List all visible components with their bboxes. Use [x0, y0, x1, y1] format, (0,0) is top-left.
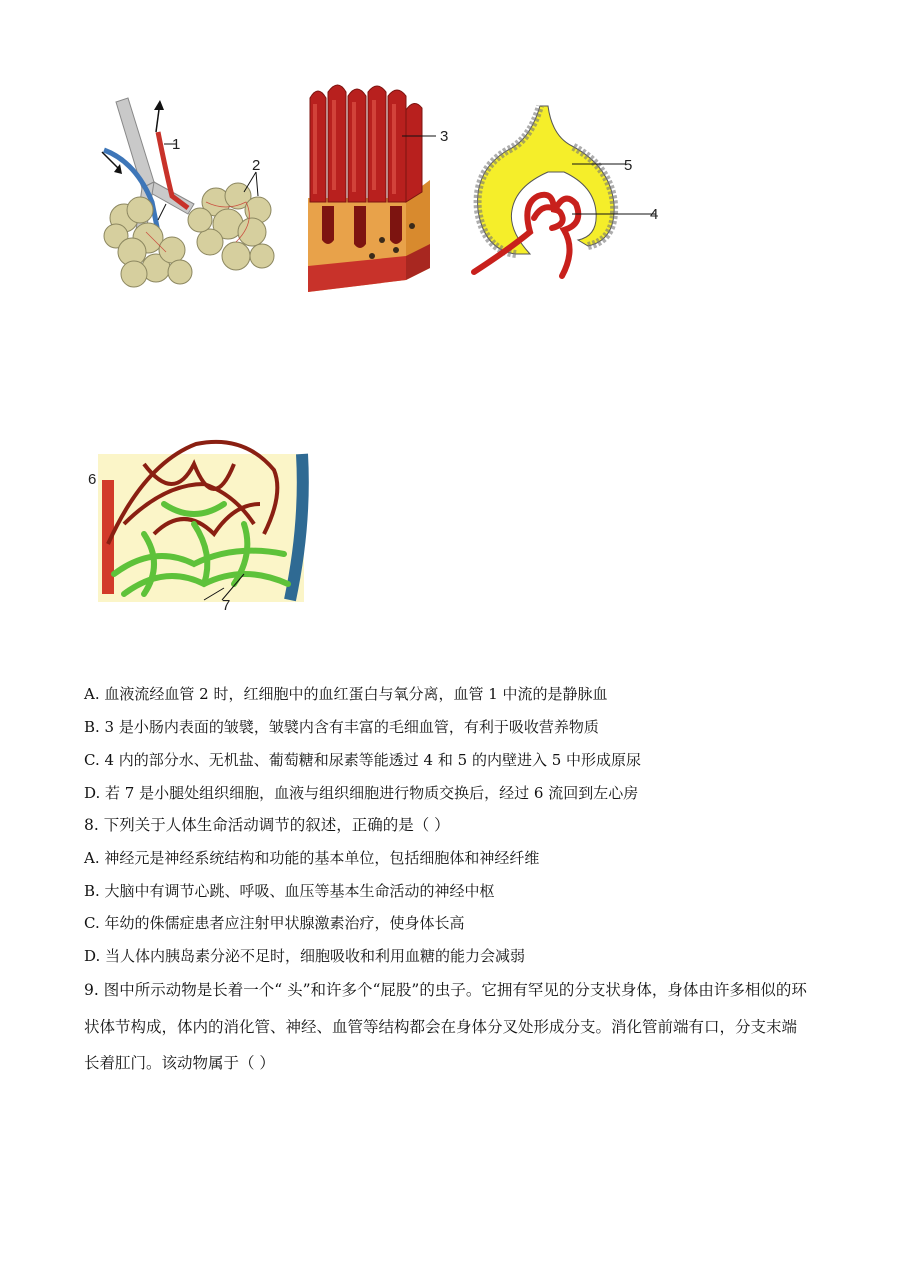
q9-line-2: 状体节构成，体内的消化管、神经、血管等结构都会在身体分叉处形成分支。消化管前端有口，分支末端: [84, 1018, 798, 1036]
q7-option-a: A. 血液流经血管 2 时，红细胞中的血红蛋白与氧分离，血管 1 中流的是静脉血: [84, 685, 608, 703]
q8-option-b: B. 大脑中有调节心跳、呼吸、血压等基本生命活动的神经中枢: [84, 882, 495, 900]
renal-corpuscle-figure: [468, 100, 668, 280]
label-2: 2: [252, 157, 261, 174]
villi-figure: [302, 80, 462, 294]
label-6: 6: [88, 471, 97, 488]
q8-option-a: A. 神经元是神经系统结构和功能的基本单位，包括细胞体和神经纤维: [84, 849, 540, 867]
q7-option-b: B. 3 是小肠内表面的皱襞，皱襞内含有丰富的毛细血管，有利于吸收营养物质: [84, 718, 599, 736]
q9-line-3: 长着肛门。该动物属于（ ）: [84, 1054, 275, 1072]
alveoli-figure: [96, 92, 286, 292]
label-4: 4: [650, 206, 659, 223]
q8-option-d: D. 当人体内胰岛素分泌不足时，细胞吸收和利用血糖的能力会减弱: [84, 947, 526, 965]
tissue-capillary-figure: [84, 424, 324, 614]
label-5: 5: [624, 157, 633, 174]
q8-option-c: C. 年幼的侏儒症患者应注射甲状腺激素治疗，使身体长高: [84, 914, 465, 932]
label-3: 3: [440, 128, 449, 145]
label-1: 1: [172, 136, 181, 153]
label-7: 7: [222, 597, 231, 614]
q7-option-c: C. 4 内的部分水、无机盐、葡萄糖和尿素等能透过 4 和 5 的内壁进入 5 中形成原尿: [84, 751, 642, 769]
q8-stem: 8. 下列关于人体生命活动调节的叙述，正确的是（ ）: [84, 816, 450, 834]
q7-option-d: D. 若 7 是小腿处组织细胞，血液与组织细胞进行物质交换后，经过 6 流回到左心房: [84, 784, 639, 802]
q9-line-1: 9. 图中所示动物是长着一个“ 头”和许多个“屁股”的虫子。它拥有罕见的分支状身体，身体由许多相似的环: [84, 981, 807, 999]
